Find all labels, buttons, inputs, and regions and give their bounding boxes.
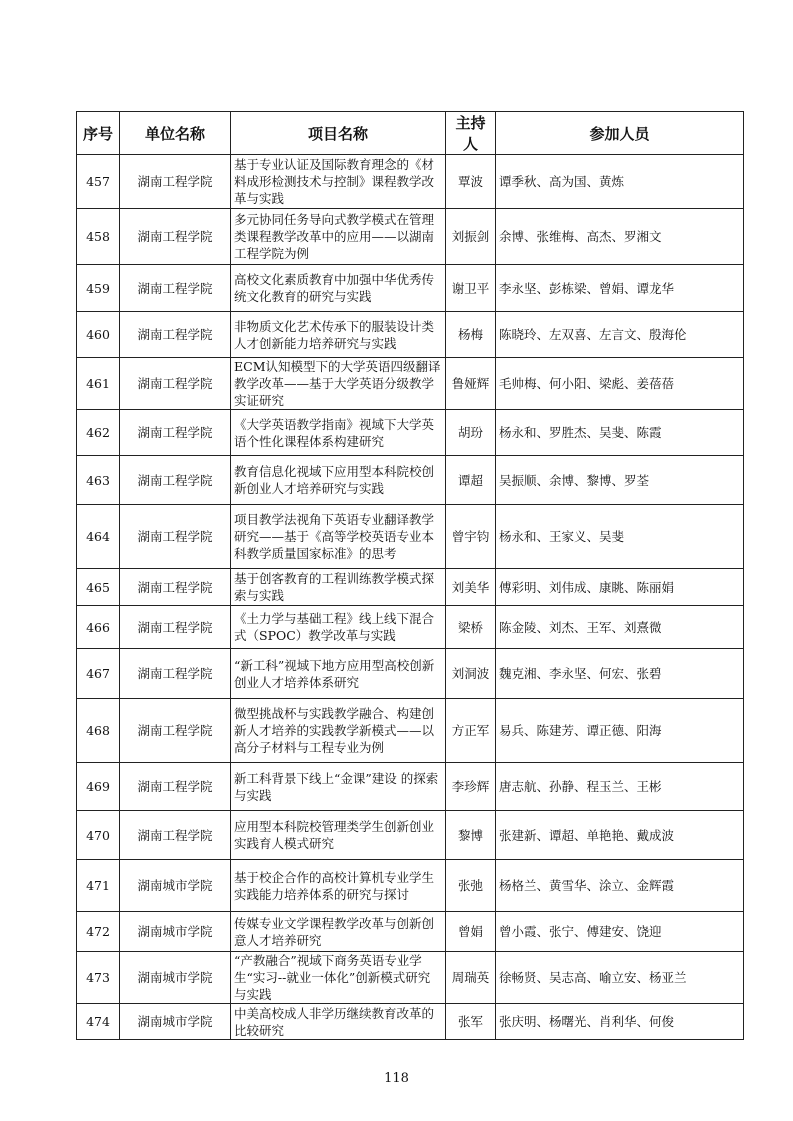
row-host: 刘洞波 (446, 649, 496, 699)
row-number: 467 (77, 649, 120, 699)
row-unit: 湖南工程学院 (120, 358, 231, 410)
row-host: 梁桥 (446, 606, 496, 649)
row-project: 应用型本科院校管理类学生创新创业实践育人模式研究 (231, 811, 446, 860)
row-project: 基于校企合作的高校计算机专业学生实践能力培养体系的研究与探讨 (231, 860, 446, 912)
table-row (77, 265, 744, 312)
row-host: 杨梅 (446, 312, 496, 358)
header-participants: 参加人员 (496, 112, 744, 155)
table-row (77, 155, 744, 209)
table-row (77, 860, 744, 912)
row-members: 杨永和、王家义、吴斐 (496, 505, 744, 569)
row-unit: 湖南工程学院 (120, 312, 231, 358)
row-members: 毛帅梅、何小阳、梁彪、姜蓓蓓 (496, 358, 744, 410)
header-project-name: 项目名称 (231, 112, 446, 155)
row-members: 徐畅贤、吴志高、喻立安、杨亚兰 (496, 952, 744, 1004)
row-unit: 湖南工程学院 (120, 649, 231, 699)
row-unit: 湖南工程学院 (120, 456, 231, 505)
table-row (77, 952, 744, 1004)
row-number: 465 (77, 569, 120, 606)
row-host: 方正军 (446, 699, 496, 763)
table-row (77, 505, 744, 569)
row-unit: 湖南工程学院 (120, 699, 231, 763)
row-host: 谭超 (446, 456, 496, 505)
row-members: 易兵、陈建芳、谭正德、阳海 (496, 699, 744, 763)
row-unit: 湖南工程学院 (120, 763, 231, 811)
row-members: 魏克湘、李永坚、何宏、张碧 (496, 649, 744, 699)
table-row (77, 699, 744, 763)
table-row (77, 456, 744, 505)
row-members: 杨永和、罗胜杰、吴斐、陈霞 (496, 410, 744, 456)
row-unit: 湖南工程学院 (120, 606, 231, 649)
row-project: 多元协同任务导向式教学模式在管理类课程教学改革中的应用——以湖南工程学院为例 (231, 209, 446, 265)
row-project: 《土力学与基础工程》线上线下混合式（SPOC）教学改革与实践 (231, 606, 446, 649)
row-number: 469 (77, 763, 120, 811)
table-header-row (77, 112, 744, 155)
table-row (77, 912, 744, 952)
header-serial-number: 序号 (77, 112, 120, 155)
row-members: 陈金陵、刘杰、王军、刘熹微 (496, 606, 744, 649)
row-project: 教育信息化视域下应用型本科院校创新创业人才培养研究与实践 (231, 456, 446, 505)
row-number: 460 (77, 312, 120, 358)
row-project: 中美高校成人非学历继续教育改革的比较研究 (231, 1004, 446, 1040)
row-project: 基于创客教育的工程训练教学模式探索与实践 (231, 569, 446, 606)
project-table (76, 111, 744, 1040)
row-members: 张庆明、杨曙光、肖利华、何俊 (496, 1004, 744, 1040)
row-host: 曾娟 (446, 912, 496, 952)
row-project: 《大学英语教学指南》视域下大学英语个性化课程体系构建研究 (231, 410, 446, 456)
table-row (77, 410, 744, 456)
row-unit: 湖南城市学院 (120, 1004, 231, 1040)
table-row (77, 649, 744, 699)
row-project: 非物质文化艺术传承下的服装设计类人才创新能力培养研究与实践 (231, 312, 446, 358)
row-host: 黎博 (446, 811, 496, 860)
row-project: 新工科背景下线上“金课”建设 的探索与实践 (231, 763, 446, 811)
row-host: 胡玢 (446, 410, 496, 456)
row-unit: 湖南工程学院 (120, 265, 231, 312)
row-members: 曾小霞、张宁、傅建安、饶迎 (496, 912, 744, 952)
row-unit: 湖南工程学院 (120, 410, 231, 456)
row-unit: 湖南工程学院 (120, 569, 231, 606)
row-number: 457 (77, 155, 120, 209)
row-members: 杨格兰、黄雪华、涂立、金辉霞 (496, 860, 744, 912)
row-unit: 湖南工程学院 (120, 811, 231, 860)
row-unit: 湖南城市学院 (120, 860, 231, 912)
row-unit: 湖南工程学院 (120, 155, 231, 209)
row-host: 周瑞英 (446, 952, 496, 1004)
row-number: 462 (77, 410, 120, 456)
row-number: 463 (77, 456, 120, 505)
row-host: 张弛 (446, 860, 496, 912)
row-number: 464 (77, 505, 120, 569)
row-project: ECM认知模型下的大学英语四级翻译教学改革——基于大学英语分级教学实证研究 (231, 358, 446, 410)
row-unit: 湖南城市学院 (120, 912, 231, 952)
row-unit: 湖南城市学院 (120, 952, 231, 1004)
table-row (77, 209, 744, 265)
row-project: “新工科”视域下地方应用型高校创新创业人才培养体系研究 (231, 649, 446, 699)
table-row (77, 358, 744, 410)
table-row (77, 606, 744, 649)
row-number: 472 (77, 912, 120, 952)
row-project: 基于专业认证及国际教育理念的《材料成形检测技术与控制》课程教学改革与实践 (231, 155, 446, 209)
row-project: 传媒专业文学课程教学改革与创新创意人才培养研究 (231, 912, 446, 952)
row-number: 468 (77, 699, 120, 763)
row-members: 谭季秋、高为国、黄炼 (496, 155, 744, 209)
row-project: 微型挑战杯与实践教学融合、构建创新人才培养的实践教学新模式——以高分子材料与工程专业为例 (231, 699, 446, 763)
row-number: 466 (77, 606, 120, 649)
row-project: “产教融合”视域下商务英语专业学生“实习--就业一体化”创新模式研究与实践 (231, 952, 446, 1004)
table-row (77, 569, 744, 606)
row-number: 461 (77, 358, 120, 410)
row-unit: 湖南工程学院 (120, 209, 231, 265)
row-host: 覃波 (446, 155, 496, 209)
row-number: 458 (77, 209, 120, 265)
row-members: 陈晓玲、左双喜、左言文、殷海伦 (496, 312, 744, 358)
row-host: 鲁娅辉 (446, 358, 496, 410)
row-members: 张建新、谭超、单艳艳、戴成波 (496, 811, 744, 860)
row-unit: 湖南工程学院 (120, 505, 231, 569)
row-project: 高校文化素质教育中加强中华优秀传统文化教育的研究与实践 (231, 265, 446, 312)
row-host: 李珍辉 (446, 763, 496, 811)
row-host: 刘美华 (446, 569, 496, 606)
row-host: 刘振剑 (446, 209, 496, 265)
page-number: 118 (384, 1071, 409, 1086)
row-number: 474 (77, 1004, 120, 1040)
row-host: 谢卫平 (446, 265, 496, 312)
row-members: 唐志航、孙静、程玉兰、王彬 (496, 763, 744, 811)
row-members: 吴振顺、余博、黎博、罗荃 (496, 456, 744, 505)
header-unit-name: 单位名称 (120, 112, 231, 155)
table-row (77, 1004, 744, 1040)
row-members: 傅彩明、刘伟成、康眺、陈丽娟 (496, 569, 744, 606)
table-row (77, 312, 744, 358)
row-number: 471 (77, 860, 120, 912)
row-members: 李永坚、彭栋梁、曾娟、谭龙华 (496, 265, 744, 312)
row-project: 项目教学法视角下英语专业翻译教学研究——基于《高等学校英语专业本科教学质量国家标准》的思考 (231, 505, 446, 569)
row-members: 余博、张维梅、高杰、罗湘文 (496, 209, 744, 265)
table-row (77, 763, 744, 811)
row-number: 473 (77, 952, 120, 1004)
row-number: 470 (77, 811, 120, 860)
row-host: 曾宇钧 (446, 505, 496, 569)
row-number: 459 (77, 265, 120, 312)
table-row (77, 811, 744, 860)
row-host: 张军 (446, 1004, 496, 1040)
header-host: 主持人 (446, 112, 496, 155)
